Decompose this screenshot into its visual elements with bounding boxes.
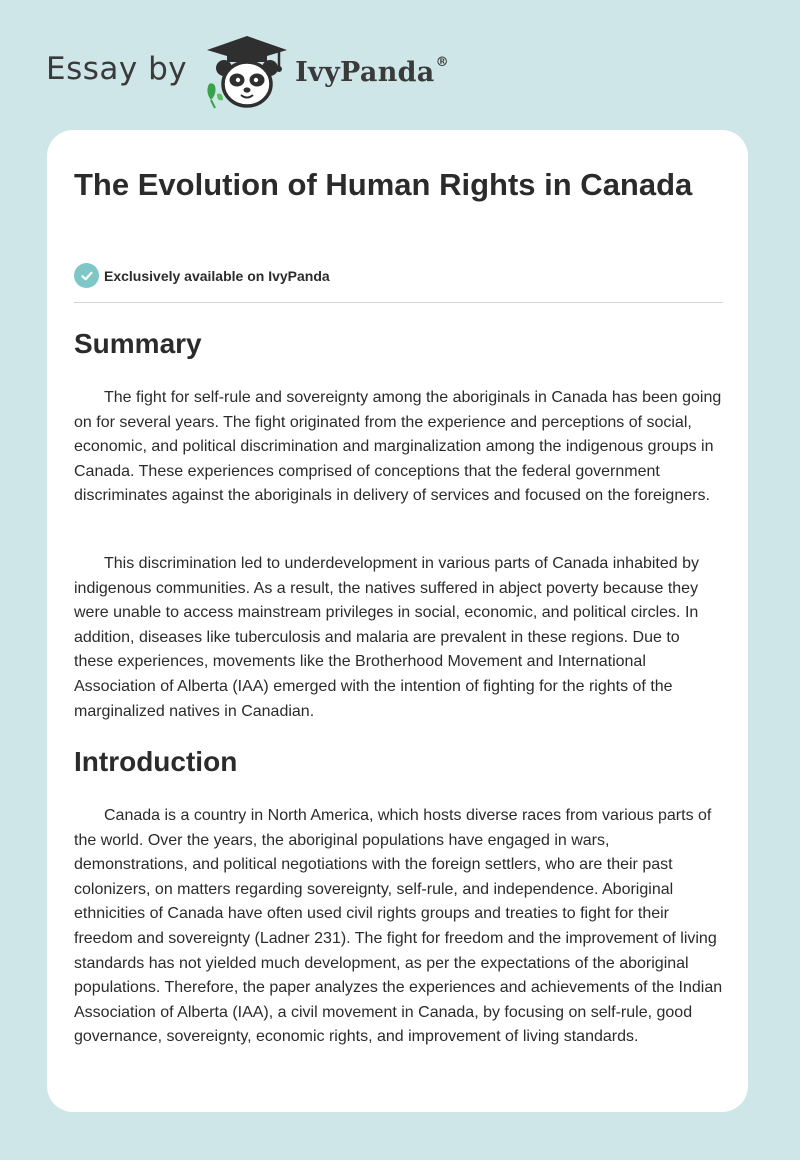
introduction-paragraph-1: Canada is a country in North America, which hosts diverse races from various parts of the world. Over the years, the aboriginal populations have engaged in wars, demonstrations, and political negotiations with the foreign settlers, who are their past colonizers, on matters regarding sovereignty, self-rule, and independence. Aboriginal ethnicities of Canada have often used civil rights groups and treaties to fight for their freedom and sovereignty (Ladner 231). The fight for freedom and the improvement of living standards has not yielded much development, as per the expectations of the aboriginal populations. Therefore, the paper analyzes the experiences and achievements of the Indian Association of Alberta (IAA), a civil movement in Canada, by focusing on self-rule, good governance, sovereignty, economic rights, and improvement of living standards. [74, 807, 723, 1046]
ivypanda-logo-icon[interactable] [201, 34, 293, 110]
article-card [47, 130, 748, 1112]
site-header [46, 34, 449, 110]
summary-paragraph-2: This discrimination led to underdevelopment in various parts of Canada inhabited by indigenous communities. As a result, the natives suffered in abject poverty because they were unable to access mainstream privileges in social, economic, and political circles. In addition, diseases like tuberculosis and malaria are prevalent in these regions. Due to these experiences, movements like the Brotherhood Movement and International Association of Alberta (IAA) emerged with the intention of fighting for the rights of the marginalized natives in Canadian. [74, 555, 700, 720]
page-title: The Evolution of Human Rights in Canada [74, 167, 693, 202]
registered-mark: ® [435, 54, 449, 70]
exclusive-badge [74, 263, 330, 288]
essay-by-label: Essay by [46, 51, 188, 87]
checkmark-icon [74, 263, 99, 288]
exclusive-text: Exclusively available on IvyPanda [104, 267, 330, 284]
brand-name-text: IvyPanda [295, 56, 435, 88]
brand-name [295, 54, 449, 88]
section-heading-introduction: Introduction [74, 746, 238, 777]
section-heading-summary: Summary [74, 328, 202, 359]
title-divider [74, 302, 723, 303]
summary-paragraph-1: The fight for self-rule and sovereignty among the aboriginals in Canada has been going on for several years. The fight originated from the experience and perceptions of social, economic, and political discrimination and marginalization among the indigenous groups in Canada. These experiences comprised of conceptions that the federal government discriminates against the aboriginals in delivery of services and focused on the foreigners. [74, 389, 722, 505]
